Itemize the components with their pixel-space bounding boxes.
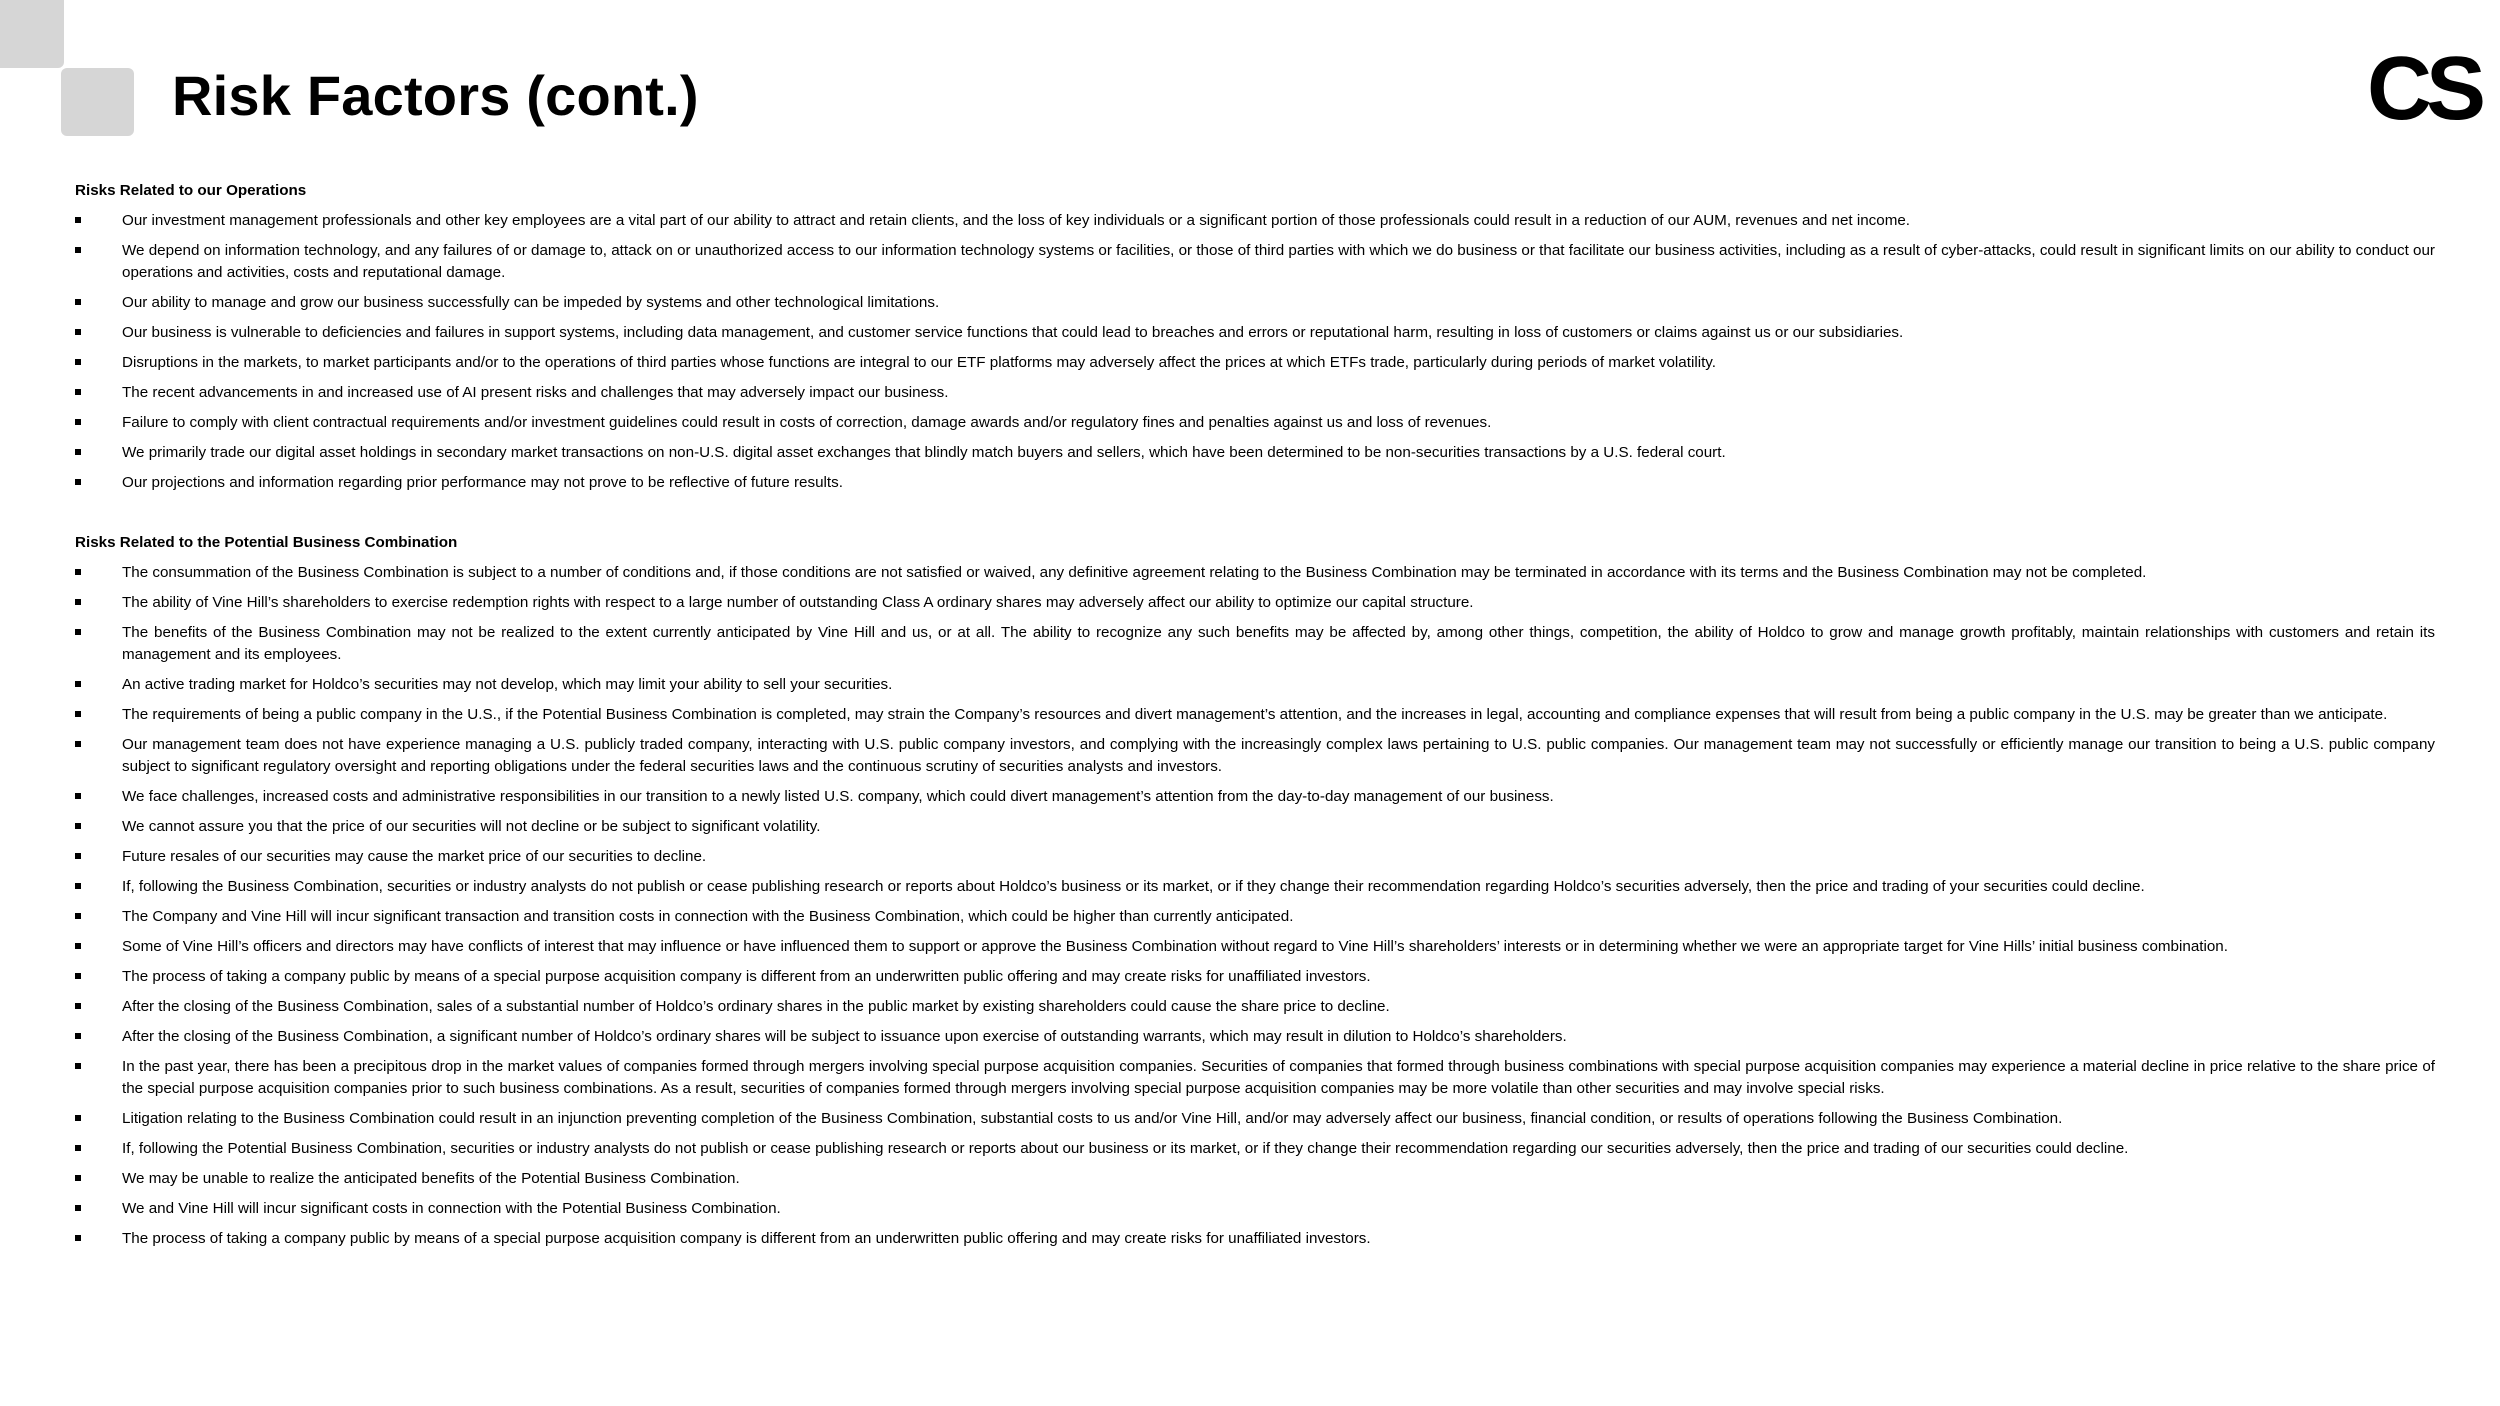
list-item (75, 622, 2435, 666)
list-item (75, 674, 2435, 696)
list-item (75, 1138, 2435, 1160)
list-item (75, 352, 2435, 374)
square-bullet-icon (75, 329, 81, 335)
section-heading: Risks Related to the Potential Business Combination (75, 534, 458, 551)
company-logo: CS (2366, 39, 2480, 139)
list-item-text: If, following the Potential Business Combination, securities or industry analysts do not publish or cease publishing research or reports about our business or its market, or if they change their recommendation regarding our securities adversely, then the price and trading of our securities could decline. (122, 1140, 2129, 1157)
list-item (75, 1228, 2435, 1250)
decorative-corner-square-offset (61, 68, 134, 136)
square-bullet-icon (75, 1063, 81, 1069)
list-item (75, 240, 2435, 284)
list-item-text: Litigation relating to the Business Combination could result in an injunction preventing completion of the Business Combination, substantial costs to us and/or Vine Hill, and/or may adversely affect our business, financial condition, or results of operations following the Business Combination. (122, 1110, 2063, 1127)
list-item-text: We cannot assure you that the price of our securities will not decline or be subject to significant volatility. (122, 818, 821, 835)
square-bullet-icon (75, 359, 81, 365)
square-bullet-icon (75, 793, 81, 799)
list-item-text: The process of taking a company public by means of a special purpose acquisition company is different from an underwritten public offering and may create risks for unaffiliated investors. (122, 1230, 1371, 1247)
list-item (75, 1168, 2435, 1190)
square-bullet-icon (75, 681, 81, 687)
list-item-text: The process of taking a company public by means of a special purpose acquisition company is different from an underwritten public offering and may create risks for unaffiliated investors. (122, 968, 1371, 985)
square-bullet-icon (75, 569, 81, 575)
list-item (75, 1198, 2435, 1220)
square-bullet-icon (75, 1145, 81, 1151)
list-item (75, 704, 2435, 726)
list-item-text: Our investment management professionals and other key employees are a vital part of our ability to attract and retain clients, and the loss of key individuals or a significant portion of those professionals could result in a reduction of our AUM, revenues and net income. (122, 212, 1911, 229)
square-bullet-icon (75, 973, 81, 979)
square-bullet-icon (75, 599, 81, 605)
square-bullet-icon (75, 943, 81, 949)
list-item-text: We depend on information technology, and any failures of or damage to, attack on or unauthorized access to our information technology systems or facilities, or those of third parties with which we do business or that facilitate our business activities, including as a result of cyber-attacks, could result in significant limits on our ability to conduct our operations and activities, costs and reputational damage. (122, 242, 2435, 281)
square-bullet-icon (75, 1175, 81, 1181)
list-item (75, 816, 2435, 838)
square-bullet-icon (75, 1033, 81, 1039)
square-bullet-icon (75, 299, 81, 305)
list-item-text: We primarily trade our digital asset holdings in secondary market transactions on non-U.S. digital asset exchanges that blindly match buyers and sellers, which have been determined to be non-securities transactions by a U.S. federal court. (122, 444, 1726, 461)
list-item-text: Future resales of our securities may cause the market price of our securities to decline. (122, 848, 707, 865)
list-item (75, 562, 2435, 584)
square-bullet-icon (75, 419, 81, 425)
square-bullet-icon (75, 389, 81, 395)
square-bullet-icon (75, 741, 81, 747)
list-item (75, 846, 2435, 868)
list-item-text: Our management team does not have experience managing a U.S. publicly traded company, interacting with U.S. public company investors, and complying with the increasingly complex laws pertaining to U.S. public companies. Our management team may not successfully or efficiently manage our transition to being a U.S. public company subject to significant regulatory oversight and reporting obligations under the federal securities laws and the continuous scrutiny of securities analysts and investors. (122, 736, 2435, 775)
list-item-text: The Company and Vine Hill will incur significant transaction and transition costs in connection with the Business Combination, which could be higher than currently anticipated. (122, 908, 1294, 925)
bullet-list (75, 210, 2435, 494)
list-item-text: Some of Vine Hill’s officers and directors may have conflicts of interest that may influence or have influenced them to support or approve the Business Combination without regard to Vine Hill’s shareholders’ interests or in determining whether we were an appropriate target for Vine Hills’ initial business combination. (122, 938, 2228, 955)
list-item (75, 382, 2435, 404)
risk-factors-content (75, 180, 2435, 1258)
list-item-text: Disruptions in the markets, to market participants and/or to the operations of third parties whose functions are integral to our ETF platforms may adversely affect the prices at which ETFs trade, particularly during periods of market volatility. (122, 354, 1716, 371)
square-bullet-icon (75, 1235, 81, 1241)
list-item-text: We face challenges, increased costs and administrative responsibilities in our transition to a newly listed U.S. company, which could divert management’s attention from the day-to-day management of our business. (122, 788, 1554, 805)
list-item-text: The consummation of the Business Combination is subject to a number of conditions and, if those conditions are not satisfied or waived, any definitive agreement relating to the Business Combination may be terminated in accordance with its terms and the Business Combination may not be completed. (122, 564, 2147, 581)
list-item (75, 996, 2435, 1018)
list-item-text: Our business is vulnerable to deficiencies and failures in support systems, including data management, and customer service functions that could lead to breaches and errors or reputational harm, resulting in loss of customers or claims against us or our subsidiaries. (122, 324, 1904, 341)
list-item (75, 292, 2435, 314)
list-item (75, 210, 2435, 232)
list-item-text: Our ability to manage and grow our business successfully can be impeded by systems and other technological limitations. (122, 294, 940, 311)
square-bullet-icon (75, 1115, 81, 1121)
list-item (75, 592, 2435, 614)
list-item-text: The recent advancements in and increased use of AI present risks and challenges that may adversely impact our business. (122, 384, 949, 401)
list-item-text: We and Vine Hill will incur significant costs in connection with the Potential Business Combination. (122, 1200, 781, 1217)
bullet-list (75, 562, 2435, 1250)
list-item (75, 1056, 2435, 1100)
square-bullet-icon (75, 449, 81, 455)
list-item-text: Failure to comply with client contractual requirements and/or investment guidelines could result in costs of correction, damage awards and/or regulatory fines and penalties against us and loss of revenues. (122, 414, 1492, 431)
list-item-text: The requirements of being a public company in the U.S., if the Potential Business Combination is completed, may strain the Company’s resources and divert management’s attention, and the increases in legal, accounting and compliance expenses that will result from being a public company in the U.S. may be greater than we anticipate. (122, 706, 2388, 723)
list-item-text: The benefits of the Business Combination may not be realized to the extent currently anticipated by Vine Hill and us, or at all. The ability to recognize any such benefits may be affected by, among other things, competition, the ability of Holdco to grow and manage growth profitably, maintain relationships with customers and retain its management and its employees. (122, 624, 2435, 663)
section-business-combination (75, 532, 2435, 1250)
square-bullet-icon (75, 883, 81, 889)
square-bullet-icon (75, 711, 81, 717)
square-bullet-icon (75, 853, 81, 859)
list-item-text: The ability of Vine Hill’s shareholders to exercise redemption rights with respect to a large number of outstanding Class A ordinary shares may adversely affect our ability to optimize our capital structure. (122, 594, 1474, 611)
square-bullet-icon (75, 629, 81, 635)
list-item (75, 412, 2435, 434)
list-item-text: After the closing of the Business Combination, sales of a substantial number of Holdco’s ordinary shares in the public market by existing shareholders could cause the share price to decline. (122, 998, 1390, 1015)
square-bullet-icon (75, 479, 81, 485)
list-item (75, 906, 2435, 928)
list-item-text: If, following the Business Combination, securities or industry analysts do not publish or cease publishing research or reports about Holdco’s business or its market, or if they change their recommendation regarding Holdco’s securities adversely, then the price and trading of your securities could decline. (122, 878, 2145, 895)
square-bullet-icon (75, 217, 81, 223)
list-item (75, 786, 2435, 808)
list-item (75, 876, 2435, 898)
list-item (75, 472, 2435, 494)
list-item (75, 322, 2435, 344)
list-item-text: After the closing of the Business Combination, a significant number of Holdco’s ordinary shares will be subject to issuance upon exercise of outstanding warrants, which may result in dilution to Holdco’s shareholders. (122, 1028, 1567, 1045)
list-item (75, 966, 2435, 988)
list-item-text: An active trading market for Holdco’s securities may not develop, which may limit your ability to sell your securities. (122, 676, 893, 693)
list-item-text: We may be unable to realize the anticipated benefits of the Potential Business Combination. (122, 1170, 740, 1187)
decorative-corner-square (0, 0, 64, 68)
square-bullet-icon (75, 1205, 81, 1211)
square-bullet-icon (75, 247, 81, 253)
section-operations (75, 180, 2435, 494)
list-item (75, 1026, 2435, 1048)
list-item (75, 734, 2435, 778)
list-item-text: Our projections and information regarding prior performance may not prove to be reflective of future results. (122, 474, 843, 491)
square-bullet-icon (75, 823, 81, 829)
square-bullet-icon (75, 913, 81, 919)
section-heading: Risks Related to our Operations (75, 182, 307, 199)
list-item-text: In the past year, there has been a precipitous drop in the market values of companies formed through mergers involving special purpose acquisition companies. Securities of companies that formed through business combinations with special purpose acquisition companies may experience a material decline in price relative to the share price of the special purpose acquisition companies prior to such business combinations. As a result, securities of companies formed through mergers involving special purpose acquisition companies may be more volatile than other securities and may involve special risks. (122, 1058, 2435, 1097)
page-title: Risk Factors (cont.) (172, 64, 699, 127)
square-bullet-icon (75, 1003, 81, 1009)
list-item (75, 1108, 2435, 1130)
list-item (75, 936, 2435, 958)
list-item (75, 442, 2435, 464)
